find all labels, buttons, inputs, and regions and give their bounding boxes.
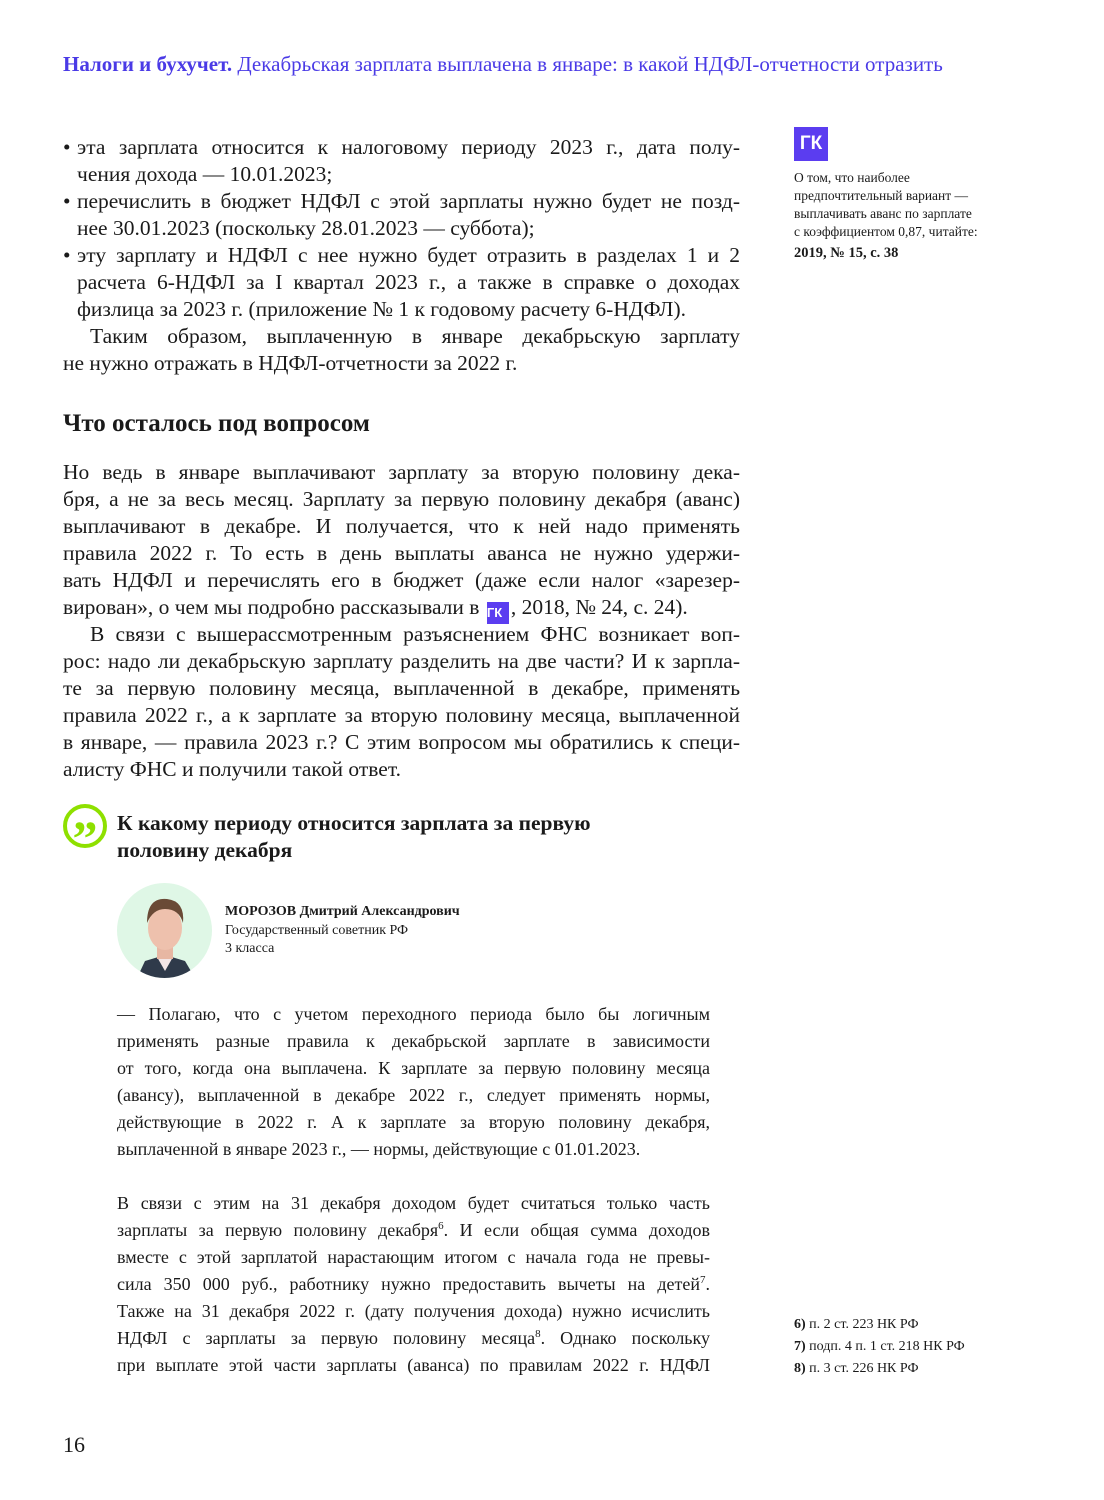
bullet-line: • эту зарплату и НДФЛ с нее нужно будет отразить в разделах 1 и 2 bbox=[63, 242, 740, 269]
paragraph-line: бря, а не за весь месяц. Зарплату за первую половину декабря (аванс) bbox=[63, 487, 740, 511]
gk-logo-icon[interactable]: ГК bbox=[794, 127, 828, 161]
quote-line bbox=[117, 1271, 710, 1298]
sidenote-reference[interactable]: 2019, № 15, с. 38 bbox=[794, 245, 899, 261]
header-title: Декабрьская зарплата выплачена в январе: в какой НДФЛ-отчетности отразить bbox=[237, 52, 943, 76]
text: НДФЛ с зарплаты за первую половину месяца bbox=[117, 1328, 536, 1348]
section-heading: Что осталось под вопросом bbox=[63, 410, 370, 437]
paragraph-line: рос: надо ли декабрьскую зарплату разделить на две части? И к зарпла- bbox=[63, 649, 740, 673]
quote-line: выплаченной в январе 2023 г., — нормы, действующие с 01.01.2023. bbox=[117, 1139, 641, 1159]
text: . И если общая сумма доходов bbox=[443, 1220, 710, 1240]
bullet-line: нее 30.01.2023 (поскольку 28.01.2023 — суббота); bbox=[77, 216, 535, 240]
bullet-list bbox=[63, 134, 740, 377]
footnote bbox=[794, 1358, 965, 1380]
bullet-line: чения дохода — 10.01.2023; bbox=[77, 162, 333, 186]
quote-line: применять разные правила к декабрьской зарплате в зависимости bbox=[117, 1031, 710, 1051]
quote-text bbox=[117, 1001, 710, 1379]
footnote-ref[interactable]: 7 bbox=[700, 1274, 706, 1286]
quote-line bbox=[117, 1217, 710, 1244]
expert-title: 3 класса bbox=[225, 941, 275, 956]
quote-line: В связи с этим на 31 декабря доходом будет считаться только часть bbox=[117, 1193, 710, 1213]
paragraph-line: вать НДФЛ и перечислять его в бюджет (даже если налог «зарезер- bbox=[63, 568, 740, 592]
footnote-text: подп. 4 п. 1 ст. 218 НК РФ bbox=[809, 1339, 965, 1354]
text: сила 350 000 руб., работнику нужно предоставить вычеты на детей bbox=[117, 1274, 700, 1294]
page-number: 16 bbox=[63, 1432, 85, 1457]
sidenote-line: выплачивать аванс по зарплате bbox=[794, 206, 972, 221]
text: вирован», о чем мы подробно рассказывали в bbox=[63, 595, 480, 619]
footnote bbox=[794, 1336, 965, 1358]
quote-heading bbox=[117, 810, 591, 864]
footnote-number: 8) bbox=[794, 1361, 806, 1376]
bullet-line: расчета 6-НДФЛ за I квартал 2023 г., а также в справке о доходах bbox=[77, 270, 740, 294]
bullet-line: • перечислить в бюджет НДФЛ с этой зарплаты нужно будет не позд- bbox=[63, 188, 740, 215]
gk-logo-icon[interactable]: ГК bbox=[487, 602, 509, 624]
quote-line: вместе с этой зарплатой нарастающим итогом с начала года не превы- bbox=[117, 1247, 710, 1267]
sidenote-line: с коэффициентом 0,87, читайте: bbox=[794, 224, 978, 239]
paragraph-line: алисту ФНС и получили такой ответ. bbox=[63, 757, 402, 781]
paragraph-line: В связи с вышерассмотренным разъяснением ФНС возникает воп- bbox=[90, 622, 740, 646]
footnotes bbox=[794, 1314, 965, 1380]
footnote-number: 6) bbox=[794, 1317, 806, 1332]
quote-line: Также на 31 декабря 2022 г. (дату получения дохода) нужно исчислить bbox=[117, 1301, 710, 1321]
paragraph-line: правила 2022 г., а к зарплате за вторую половину месяца, выплаченной bbox=[63, 703, 740, 727]
quote-line bbox=[117, 1325, 710, 1352]
bullet-line: • эта зарплата относится к налоговому периоду 2023 г., дата полу- bbox=[63, 134, 740, 161]
body-paragraphs bbox=[63, 459, 740, 783]
text: . bbox=[705, 1274, 710, 1294]
footnote-ref[interactable]: 8 bbox=[535, 1328, 541, 1340]
footnote bbox=[794, 1314, 965, 1336]
paragraph-line: те за первую половину месяца, выплаченной в декабре, применять bbox=[63, 676, 740, 700]
quote-line: — Полагаю, что с учетом переходного периода было бы логичным bbox=[117, 1004, 710, 1024]
expert-title: Государственный советник РФ bbox=[225, 922, 409, 938]
sidenote-line: предпочтительный вариант — bbox=[794, 188, 969, 203]
quote-line: при выплате этой части зарплаты (аванса) по правилам 2022 г. НДФЛ bbox=[117, 1355, 710, 1375]
sidenote-text bbox=[794, 169, 1034, 262]
quote-line: действующие в 2022 г. А к зарплате за вторую половину декабря, bbox=[117, 1112, 710, 1132]
paragraph-line bbox=[63, 594, 740, 621]
paragraph-line: не нужно отражать в НДФЛ-отчетности за 2022 г. bbox=[63, 351, 518, 375]
running-header bbox=[63, 52, 943, 77]
header-section: Налоги и бухучет. bbox=[63, 52, 233, 76]
footnote-text: п. 3 ст. 226 НК РФ bbox=[809, 1361, 919, 1376]
quote-line: (авансу), выплаченной в декабре 2022 г., следует применять нормы, bbox=[117, 1085, 710, 1105]
sidenote bbox=[794, 127, 1034, 262]
footnote-text: п. 2 ст. 223 НК РФ bbox=[809, 1317, 919, 1332]
quote-heading-line: К какому периоду относится зарплата за первую bbox=[117, 811, 591, 835]
bullet-line: физлица за 2023 г. (приложение № 1 к годовому расчету 6-НДФЛ). bbox=[77, 297, 687, 321]
paragraph-line: Таким образом, выплаченную в январе декабрьскую зарплату bbox=[90, 324, 740, 348]
footnote-number: 7) bbox=[794, 1339, 806, 1354]
quote-line: от того, когда она выплачена. К зарплате за первую половину месяца bbox=[117, 1058, 710, 1078]
reference-text: , 2018, № 24, с. 24). bbox=[510, 595, 688, 619]
sidenote-line: О том, что наиболее bbox=[794, 170, 910, 185]
paragraph-line: правила 2022 г. То есть в день выплаты аванса не нужно удержи- bbox=[63, 541, 740, 565]
expert-name: МОРОЗОВ Дмитрий Александрович bbox=[225, 904, 460, 919]
footnote-ref[interactable]: 6 bbox=[438, 1220, 444, 1232]
paragraph-line: выплачивают в декабре. И получается, что к ней надо применять bbox=[63, 514, 740, 538]
text: зарплаты за первую половину декабря bbox=[117, 1220, 439, 1240]
quote-icon: ” bbox=[63, 804, 107, 848]
quote-heading-line: половину декабря bbox=[117, 838, 293, 862]
spacer bbox=[117, 1163, 710, 1190]
expert-info bbox=[225, 903, 460, 959]
paragraph-line: Но ведь в январе выплачивают зарплату за вторую половину дека- bbox=[63, 460, 740, 484]
expert-avatar bbox=[117, 883, 212, 978]
paragraph-line: в январе, — правила 2023 г.? С этим вопросом мы обратились к специ- bbox=[63, 730, 740, 754]
text: . Однако поскольку bbox=[540, 1328, 710, 1348]
